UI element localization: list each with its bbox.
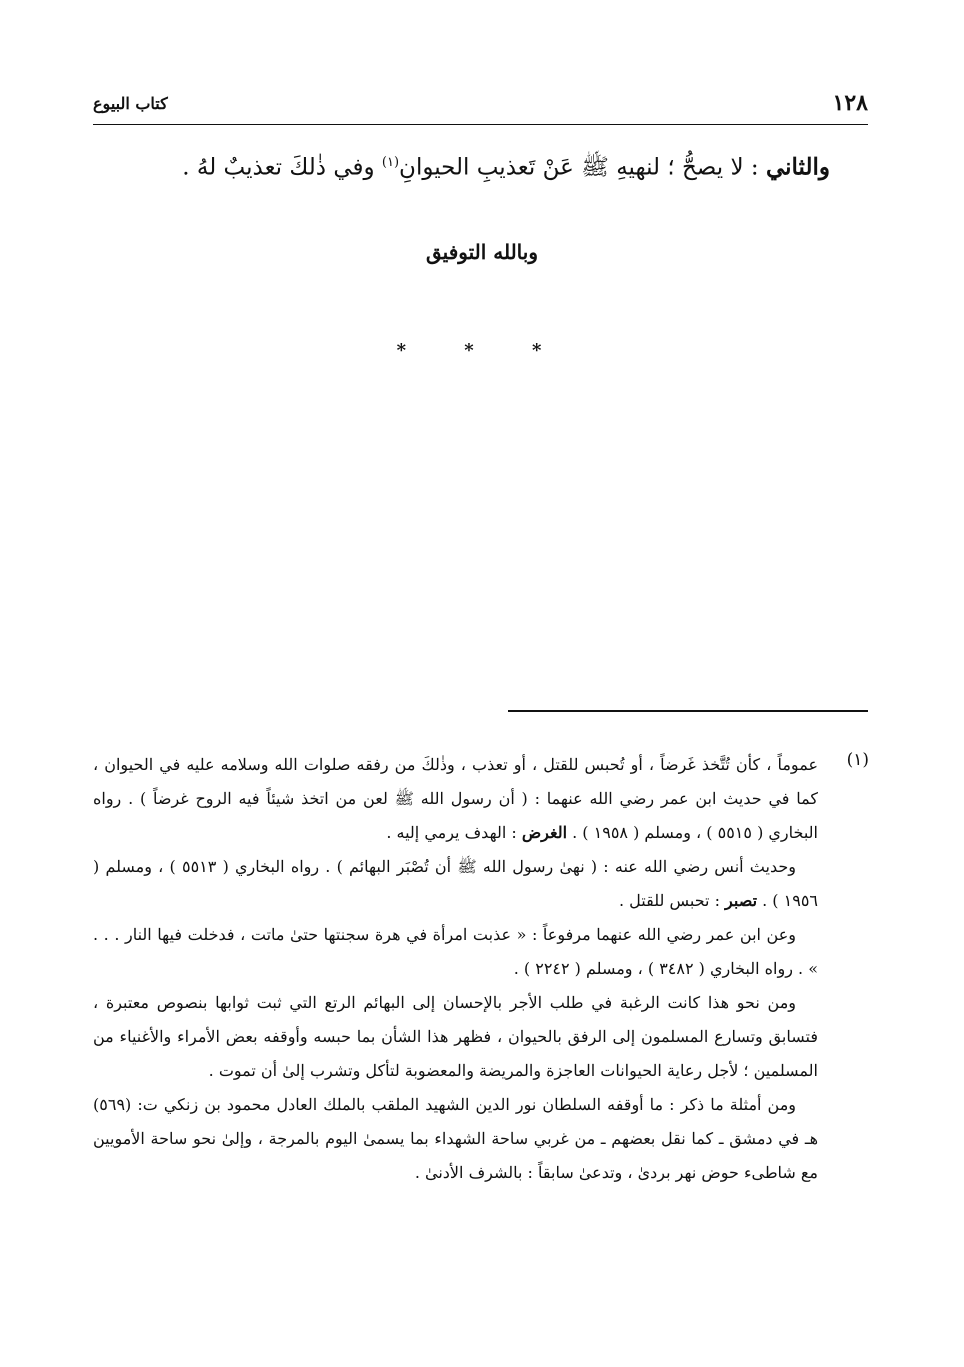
main-text xyxy=(120,146,830,185)
footnote-paragraph: ومن نحو هذا كانت الرغبة في طلب الأجر بالإحسان إلى البهائم الرتع التي ثبت ثوابها بنصوص معتبرة ، فتسابق وتسارع المسلمون إلى الرفق بالحيوان ، فظهر هذا الشأن بما حبسه وأوقفه بعض الأمراء والأغنياء من المسلمين ؛ لأجل رعاية الحيوانات العاجزة والمريضة والمعضوبة لتأكل وتشرب إلىٰ أن تموت . xyxy=(93,993,818,1080)
footnote-paragraph xyxy=(93,850,818,918)
lead-word: والثاني xyxy=(765,153,830,181)
footnote-text: وحديث أنس رضي الله عنه : ( نهىٰ رسول الله ﷺ أن تُصْبَر البهائم ) . رواه البخاري ( ٥٥١٣ ) ، ومسلم ( ١٩٥٦ ) . xyxy=(93,857,818,910)
footnote-definition: : الهدف يرمي إليه . xyxy=(386,823,522,842)
page-number: ١٢٨ xyxy=(832,90,868,116)
main-text-body: : لا يصحُّ ؛ لنهيهِ ﷺ عَنْ تَعذيبِ الحيوانِ xyxy=(399,154,766,181)
footnote-term: الغرض xyxy=(521,823,568,842)
section-separator: * * * xyxy=(396,340,568,361)
closing-phrase: وبالله التوفيق xyxy=(425,240,538,264)
footnote-definition: : تحبس للقتل . xyxy=(619,891,726,910)
footnote-paragraph: وعن ابن عمر رضي الله عنهما مرفوعاً : « عذبت امرأة في هرة سجنتها حتىٰ ماتت ، فدخلت فيها النار . . . » . رواه البخاري ( ٣٤٨٢ ) ، ومسلم ( ٢٢٤٢ ) . xyxy=(93,925,818,978)
footnote-body xyxy=(93,748,818,1190)
footnote-divider xyxy=(508,710,868,712)
footnote-marker: (١) xyxy=(846,750,869,770)
main-text-tail: وفي ذٰلكَ تعذيبٌ لهُ . xyxy=(182,154,382,181)
footnote-reference: (١) xyxy=(381,155,400,170)
page-header xyxy=(93,84,868,125)
footnote-paragraph xyxy=(93,748,818,850)
running-title: كتاب البيوع xyxy=(93,94,168,113)
footnote-term: تصبر xyxy=(725,891,758,910)
footnote-paragraph: ومن أمثلة ما ذكر : ما أوقفه السلطان نور الدين الشهيد الملقب بالملك العادل محمود بن زنكي ت: (٥٦٩) هـ في دمشق ـ كما نقل بعضهم ـ من غربي ساحة الشهداء بما يسمىٰ اليوم بالمرجة ، وإلىٰ نحو ساحة الأمويين مع شاطىء حوض نهر بردىٰ ، وتدعىٰ سابقاً : بالشرف الأدنىٰ . xyxy=(93,1095,818,1182)
footnote-text: عموماً ، كأن تُتَّخذ غَرضاً ، أو تُحبس للقتل ، أو تعذب ، وذٰلكَ من رفقه صلوات الله وسلامه عليه في الحيوان ، كما في حديث ابن عمر رضي الله عنهما : ( أن رسول الله ﷺ لعن من اتخذ شيئاً فيه الروح غرضاً ) . رواه البخاري ( ٥٥١٥ ) ، ومسلم ( ١٩٥٨ ) . xyxy=(93,755,818,842)
